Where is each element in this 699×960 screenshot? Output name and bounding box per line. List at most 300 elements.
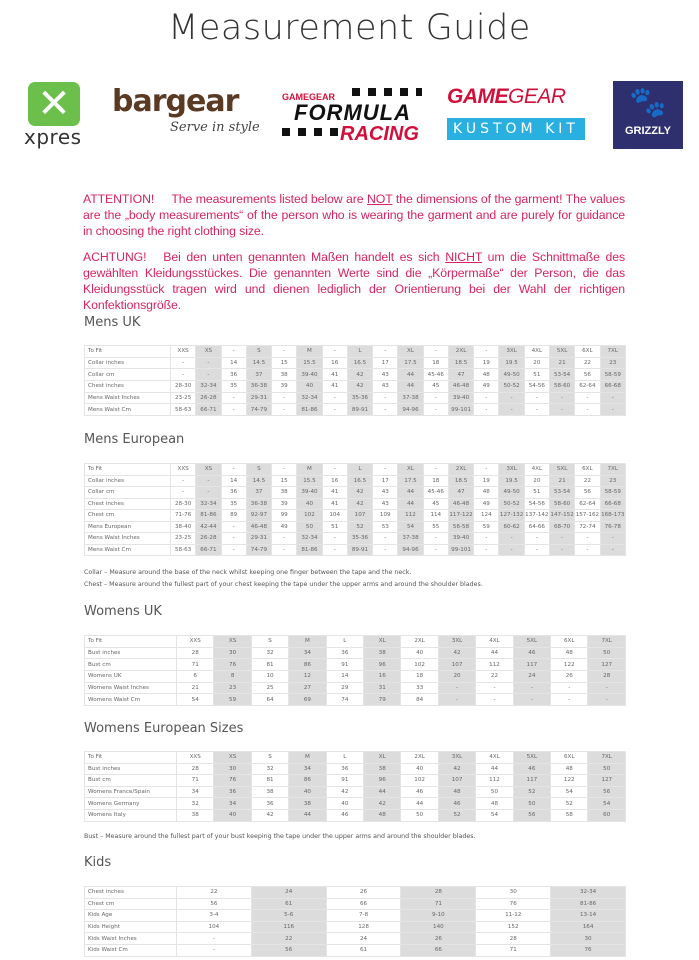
table-cell: - xyxy=(171,369,196,381)
table-cell: 96 xyxy=(364,775,401,787)
table-cell: 7-8 xyxy=(326,910,401,922)
table-cell: 15.5 xyxy=(297,357,322,369)
table-cell: 54-56 xyxy=(524,498,549,510)
table-cell: 38 xyxy=(289,798,326,810)
table-cell: 54 xyxy=(588,798,626,810)
table-cell: 40 xyxy=(297,498,322,510)
table-cell: 71 xyxy=(401,898,476,910)
checkered-flag-icon xyxy=(282,128,338,136)
table-cell: M xyxy=(289,752,326,764)
table-cell: - xyxy=(499,392,524,404)
table-cell: 56 xyxy=(575,487,600,499)
table-cell: M xyxy=(289,636,326,648)
womens-european-table xyxy=(84,751,626,822)
table-cell: - xyxy=(196,475,221,487)
table-cell: 6XL xyxy=(551,636,588,648)
table-cell: 164 xyxy=(551,921,626,933)
table-cell: 30 xyxy=(214,647,251,659)
table-cell: 14 xyxy=(221,475,246,487)
table-row xyxy=(85,475,626,487)
table-cell: 48 xyxy=(476,798,513,810)
table-cell: 89-91 xyxy=(347,544,372,556)
row-label: Mens Waist Inches xyxy=(85,533,171,545)
table-cell: - xyxy=(588,682,626,694)
table-cell: 37-38 xyxy=(398,392,423,404)
table-cell: - xyxy=(524,544,549,556)
table-cell: 99-101 xyxy=(448,404,473,416)
table-cell: XL xyxy=(398,464,423,476)
row-label: Kids Height xyxy=(85,921,177,933)
table-row xyxy=(85,381,626,393)
table-cell: 44 xyxy=(398,498,423,510)
table-cell: 4XL xyxy=(476,752,513,764)
attention-notice-de: ACHTUNG! Bei den unten genannten Maßen handelt es sich NICHT um die Schnittmaße des gewählten Kleidungsstückes. Die genannten Werte sind die „Körpermaße“ der Person, die das Kleidungsstück tragen wird und dienen lediglich der Orientierung bei der Wahl der richtigen Konfektionsgröße. xyxy=(83,250,625,312)
table-cell: 116 xyxy=(251,921,326,933)
table-cell: 50 xyxy=(588,647,626,659)
table-cell: 60-62 xyxy=(499,521,524,533)
table-cell: 76-78 xyxy=(600,521,625,533)
table-cell: 2XL xyxy=(448,464,473,476)
table-cell: 44 xyxy=(398,487,423,499)
table-cell: 53-54 xyxy=(549,487,574,499)
table-cell: 27 xyxy=(289,682,326,694)
table-cell: XXS xyxy=(177,636,214,648)
table-cell: 42 xyxy=(251,809,288,821)
table-cell: - xyxy=(575,533,600,545)
table-cell: 37 xyxy=(246,487,271,499)
table-cell: 58-63 xyxy=(171,544,196,556)
table-cell: 34 xyxy=(289,763,326,775)
table-cell: 152 xyxy=(476,921,551,933)
table-cell: - xyxy=(196,357,221,369)
table-cell: 71-76 xyxy=(171,510,196,522)
table-cell: - xyxy=(600,392,625,404)
table-cell: 32-34 xyxy=(297,533,322,545)
kustom-kit-logo: KUSTOM KIT xyxy=(447,118,585,140)
table-cell: 81-86 xyxy=(551,898,626,910)
table-cell: 26-28 xyxy=(196,533,221,545)
table-cell: 76 xyxy=(551,944,626,956)
table-cell: 43 xyxy=(373,487,398,499)
mens-european-table xyxy=(84,463,626,556)
table-cell: - xyxy=(272,404,297,416)
table-cell: 3-4 xyxy=(177,910,252,922)
table-cell: 28-30 xyxy=(171,498,196,510)
table-cell: 44 xyxy=(476,763,513,775)
table-cell: - xyxy=(474,346,499,358)
table-cell: 84 xyxy=(401,694,438,706)
table-cell: 58-60 xyxy=(549,381,574,393)
formula-gamegear-text: GAMEGEAR xyxy=(282,92,336,102)
table-cell: - xyxy=(322,544,347,556)
table-cell: 2XL xyxy=(401,636,438,648)
row-label: Mens Waist Cm xyxy=(85,404,171,416)
row-label: Collar cm xyxy=(85,369,171,381)
table-cell: L xyxy=(326,752,363,764)
table-cell: 74-79 xyxy=(246,544,271,556)
table-cell: 36 xyxy=(221,369,246,381)
table-cell: 50 xyxy=(401,809,438,821)
table-cell: 48 xyxy=(364,809,401,821)
table-cell: 41 xyxy=(322,369,347,381)
section-heading-mens-uk: Mens UK xyxy=(84,315,141,330)
table-cell: 71 xyxy=(177,659,214,671)
table-cell: 69 xyxy=(289,694,326,706)
table-cell: 54 xyxy=(551,786,588,798)
row-label: Bust inches xyxy=(85,647,177,659)
table-row xyxy=(85,346,626,358)
table-cell: 42 xyxy=(347,487,372,499)
table-cell: - xyxy=(221,392,246,404)
table-cell: 34 xyxy=(289,647,326,659)
table-cell: 49 xyxy=(474,498,499,510)
table-cell: 50 xyxy=(513,798,550,810)
table-cell: 92-97 xyxy=(246,510,271,522)
table-row xyxy=(85,682,626,694)
table-cell: 62-64 xyxy=(575,381,600,393)
table-cell: 74 xyxy=(326,694,363,706)
row-label: Womens Waist Inches xyxy=(85,682,177,694)
table-cell: 89 xyxy=(221,510,246,522)
table-cell: 41 xyxy=(322,487,347,499)
checkered-flag-icon xyxy=(352,88,422,96)
table-cell: 127-132 xyxy=(499,510,524,522)
table-cell: 19 xyxy=(474,357,499,369)
table-cell: 3XL xyxy=(438,636,475,648)
table-cell: 15 xyxy=(272,475,297,487)
table-cell: 5-6 xyxy=(251,910,326,922)
table-cell: - xyxy=(322,404,347,416)
table-row xyxy=(85,521,626,533)
table-row xyxy=(85,647,626,659)
row-label: Womens Germany xyxy=(85,798,177,810)
table-cell: 66-68 xyxy=(600,381,625,393)
table-cell: 76 xyxy=(476,898,551,910)
table-cell: - xyxy=(196,487,221,499)
table-cell: 9-10 xyxy=(401,910,476,922)
table-cell: 47 xyxy=(448,487,473,499)
table-cell: 19 xyxy=(474,475,499,487)
table-cell: 107 xyxy=(347,510,372,522)
table-row xyxy=(85,487,626,499)
table-cell: - xyxy=(272,544,297,556)
section-heading-mens-eu: Mens European xyxy=(84,432,185,447)
table-cell: 54-56 xyxy=(524,381,549,393)
table-cell: - xyxy=(438,694,475,706)
table-cell: 28 xyxy=(476,933,551,945)
table-cell: - xyxy=(221,533,246,545)
table-cell: 58-60 xyxy=(549,498,574,510)
table-cell: 37 xyxy=(246,369,271,381)
table-cell: - xyxy=(474,544,499,556)
table-cell: 44 xyxy=(398,369,423,381)
table-cell: 5XL xyxy=(549,464,574,476)
row-label: To Fit xyxy=(85,636,177,648)
table-cell: - xyxy=(524,404,549,416)
table-row xyxy=(85,510,626,522)
table-cell: 102 xyxy=(297,510,322,522)
table-row xyxy=(85,887,626,899)
table-cell: 26 xyxy=(551,671,588,683)
table-cell: - xyxy=(373,464,398,476)
table-cell: 15 xyxy=(272,357,297,369)
table-cell: - xyxy=(549,533,574,545)
table-cell: 38 xyxy=(251,786,288,798)
racing-text: RACING xyxy=(340,123,419,145)
table-cell: 52 xyxy=(551,798,588,810)
table-cell: - xyxy=(600,404,625,416)
x-icon: ✕ xyxy=(28,82,80,126)
table-cell: S xyxy=(246,464,271,476)
table-cell: 40 xyxy=(297,381,322,393)
table-cell: - xyxy=(423,464,448,476)
table-cell: 99 xyxy=(272,510,297,522)
table-cell: - xyxy=(474,464,499,476)
table-cell: 4XL xyxy=(476,636,513,648)
table-cell: 36 xyxy=(251,798,288,810)
table-cell: 58 xyxy=(551,809,588,821)
table-cell: 39-40 xyxy=(448,533,473,545)
table-cell: 39-40 xyxy=(448,392,473,404)
table-cell: - xyxy=(373,533,398,545)
table-row xyxy=(85,636,626,648)
table-cell: - xyxy=(549,404,574,416)
table-cell: 128 xyxy=(326,921,401,933)
table-cell: 71 xyxy=(177,775,214,787)
table-cell: 44 xyxy=(401,798,438,810)
table-cell: M xyxy=(297,346,322,358)
table-cell: 17.5 xyxy=(398,357,423,369)
table-cell: 34 xyxy=(214,798,251,810)
table-cell: 32 xyxy=(251,763,288,775)
table-cell: - xyxy=(221,544,246,556)
table-cell: - xyxy=(423,544,448,556)
table-cell: 147-152 xyxy=(549,510,574,522)
table-cell: 50 xyxy=(476,786,513,798)
table-cell: 42-44 xyxy=(196,521,221,533)
table-cell: 91 xyxy=(326,775,363,787)
table-cell: 16.5 xyxy=(347,357,372,369)
table-cell: XXS xyxy=(171,346,196,358)
row-label: Womens Waist Cm xyxy=(85,694,177,706)
table-cell: - xyxy=(196,369,221,381)
table-row xyxy=(85,775,626,787)
attention-notice-en: ATTENTION! The measurements listed below are NOT the dimensions of the garment! The values are the „body measurements“ of the person who is wearing the garment and are purely for guidance in choosing the right clothing size. xyxy=(83,192,625,238)
table-cell: 3XL xyxy=(499,346,524,358)
table-cell: 28-30 xyxy=(171,381,196,393)
mens-uk-table xyxy=(84,345,626,416)
row-label: Chest inches xyxy=(85,381,171,393)
row-label: Bust inches xyxy=(85,763,177,775)
table-cell: 32 xyxy=(177,798,214,810)
table-cell: 43 xyxy=(373,381,398,393)
table-cell: - xyxy=(524,392,549,404)
attention-notices xyxy=(83,191,625,313)
paw-icon: 🐾 xyxy=(629,86,667,119)
table-cell: 32-34 xyxy=(196,498,221,510)
table-cell: 18.5 xyxy=(448,357,473,369)
row-label: Kids Age xyxy=(85,910,177,922)
table-cell: - xyxy=(575,392,600,404)
table-cell: 39 xyxy=(272,498,297,510)
table-cell: L xyxy=(347,346,372,358)
table-cell: S xyxy=(251,752,288,764)
table-cell: - xyxy=(221,346,246,358)
table-cell: - xyxy=(423,392,448,404)
table-cell: 99-101 xyxy=(448,544,473,556)
table-cell: 52 xyxy=(513,786,550,798)
table-cell: 17 xyxy=(373,475,398,487)
table-cell: 56 xyxy=(513,809,550,821)
table-cell: 22 xyxy=(476,671,513,683)
table-cell: 76 xyxy=(214,775,251,787)
table-cell: 104 xyxy=(322,510,347,522)
row-label: Kids Waist Cm xyxy=(85,944,177,956)
xpres-logo xyxy=(24,82,86,152)
table-cell: 74-79 xyxy=(246,404,271,416)
table-cell: 33 xyxy=(401,682,438,694)
table-cell: 81-86 xyxy=(297,404,322,416)
table-cell: 56 xyxy=(251,944,326,956)
table-cell: 40 xyxy=(401,647,438,659)
row-label: Womens Italy xyxy=(85,809,177,821)
table-cell: 16 xyxy=(322,357,347,369)
table-cell: 10 xyxy=(251,671,288,683)
table-cell: 96 xyxy=(364,659,401,671)
table-cell: 86 xyxy=(289,659,326,671)
table-cell: 38 xyxy=(177,809,214,821)
section-heading-womens-eu: Womens European Sizes xyxy=(84,721,244,736)
bust-note: Bust – Measure around the fullest part of your bust keeping the tape under the upper arms and around the shoulder blades. xyxy=(84,833,476,840)
chest-note: Chest – Measure around the fullest part of your chest keeping the tape under the upper arms and around the shoulder blades. xyxy=(84,581,483,588)
table-cell: 48 xyxy=(551,763,588,775)
row-label: To Fit xyxy=(85,752,177,764)
table-cell: 122 xyxy=(551,775,588,787)
bargear-logo xyxy=(112,84,260,140)
table-cell: 48 xyxy=(474,369,499,381)
gamegear-logo xyxy=(447,84,587,110)
row-label: Chest cm xyxy=(85,898,177,910)
table-cell: 112 xyxy=(476,775,513,787)
table-cell: 44 xyxy=(289,809,326,821)
table-cell: 50-52 xyxy=(499,381,524,393)
table-cell: 30 xyxy=(551,933,626,945)
table-cell: - xyxy=(474,404,499,416)
table-cell: 43 xyxy=(373,369,398,381)
table-cell: XS xyxy=(196,464,221,476)
row-label: Chest inches xyxy=(85,887,177,899)
table-row xyxy=(85,786,626,798)
table-cell: 7XL xyxy=(588,752,626,764)
table-row xyxy=(85,921,626,933)
table-cell: 35 xyxy=(221,498,246,510)
table-cell: 36 xyxy=(326,647,363,659)
table-cell: 21 xyxy=(549,357,574,369)
table-cell: 41 xyxy=(322,498,347,510)
table-cell: 114 xyxy=(423,510,448,522)
table-cell: 40 xyxy=(326,798,363,810)
table-cell: 24 xyxy=(326,933,401,945)
table-cell: 66 xyxy=(401,944,476,956)
table-cell: 91 xyxy=(326,659,363,671)
table-cell: 2XL xyxy=(448,346,473,358)
table-cell: XS xyxy=(214,752,251,764)
table-cell: 50 xyxy=(588,763,626,775)
table-cell: 40 xyxy=(214,809,251,821)
table-cell: 81-86 xyxy=(196,510,221,522)
table-cell: 23 xyxy=(214,682,251,694)
table-cell: 7XL xyxy=(600,464,625,476)
table-cell: 46 xyxy=(326,809,363,821)
table-cell: 32-34 xyxy=(297,392,322,404)
table-cell: - xyxy=(272,533,297,545)
table-cell: - xyxy=(177,944,252,956)
table-cell: 22 xyxy=(251,933,326,945)
table-cell: 60 xyxy=(588,809,626,821)
womens-uk-table xyxy=(84,635,626,706)
table-cell: 48 xyxy=(438,786,475,798)
table-cell: 104 xyxy=(177,921,252,933)
table-cell: 17.5 xyxy=(398,475,423,487)
row-label: Kids Waist Inches xyxy=(85,933,177,945)
table-row xyxy=(85,498,626,510)
table-cell: - xyxy=(322,392,347,404)
table-cell: 107 xyxy=(438,775,475,787)
table-cell: S xyxy=(251,636,288,648)
row-label: Chest cm xyxy=(85,510,171,522)
table-cell: 76 xyxy=(214,659,251,671)
table-cell: 45 xyxy=(423,498,448,510)
table-cell: 42 xyxy=(438,763,475,775)
gamegear-game-text: GAME xyxy=(447,85,508,108)
table-cell: - xyxy=(272,392,297,404)
table-cell: 6XL xyxy=(575,464,600,476)
table-cell: - xyxy=(373,544,398,556)
table-cell: 43 xyxy=(373,498,398,510)
table-cell: 34 xyxy=(177,786,214,798)
table-cell: 127 xyxy=(588,775,626,787)
table-cell: - xyxy=(423,404,448,416)
table-cell: 6XL xyxy=(551,752,588,764)
table-cell: 11-12 xyxy=(476,910,551,922)
row-label: Womens France/Spain xyxy=(85,786,177,798)
table-cell: 56 xyxy=(575,369,600,381)
table-cell: 38-40 xyxy=(171,521,196,533)
table-cell: 36-38 xyxy=(246,381,271,393)
table-cell: - xyxy=(551,682,588,694)
table-cell: 30 xyxy=(214,763,251,775)
row-label: Collar inches xyxy=(85,475,171,487)
table-cell: 42 xyxy=(438,647,475,659)
table-cell: 64 xyxy=(251,694,288,706)
table-cell: 45-46 xyxy=(423,369,448,381)
table-cell: 39-40 xyxy=(297,487,322,499)
table-cell: 81 xyxy=(251,659,288,671)
table-cell: 54 xyxy=(476,809,513,821)
table-cell: XL xyxy=(398,346,423,358)
table-cell: 41 xyxy=(322,381,347,393)
table-cell: 5XL xyxy=(513,752,550,764)
table-cell: - xyxy=(513,694,550,706)
table-cell: 46 xyxy=(513,647,550,659)
table-row xyxy=(85,944,626,956)
table-row xyxy=(85,809,626,821)
table-cell: XL xyxy=(364,752,401,764)
table-cell: 37-38 xyxy=(398,533,423,545)
table-cell: 30 xyxy=(476,887,551,899)
table-cell: - xyxy=(221,464,246,476)
table-cell: 66-71 xyxy=(196,544,221,556)
